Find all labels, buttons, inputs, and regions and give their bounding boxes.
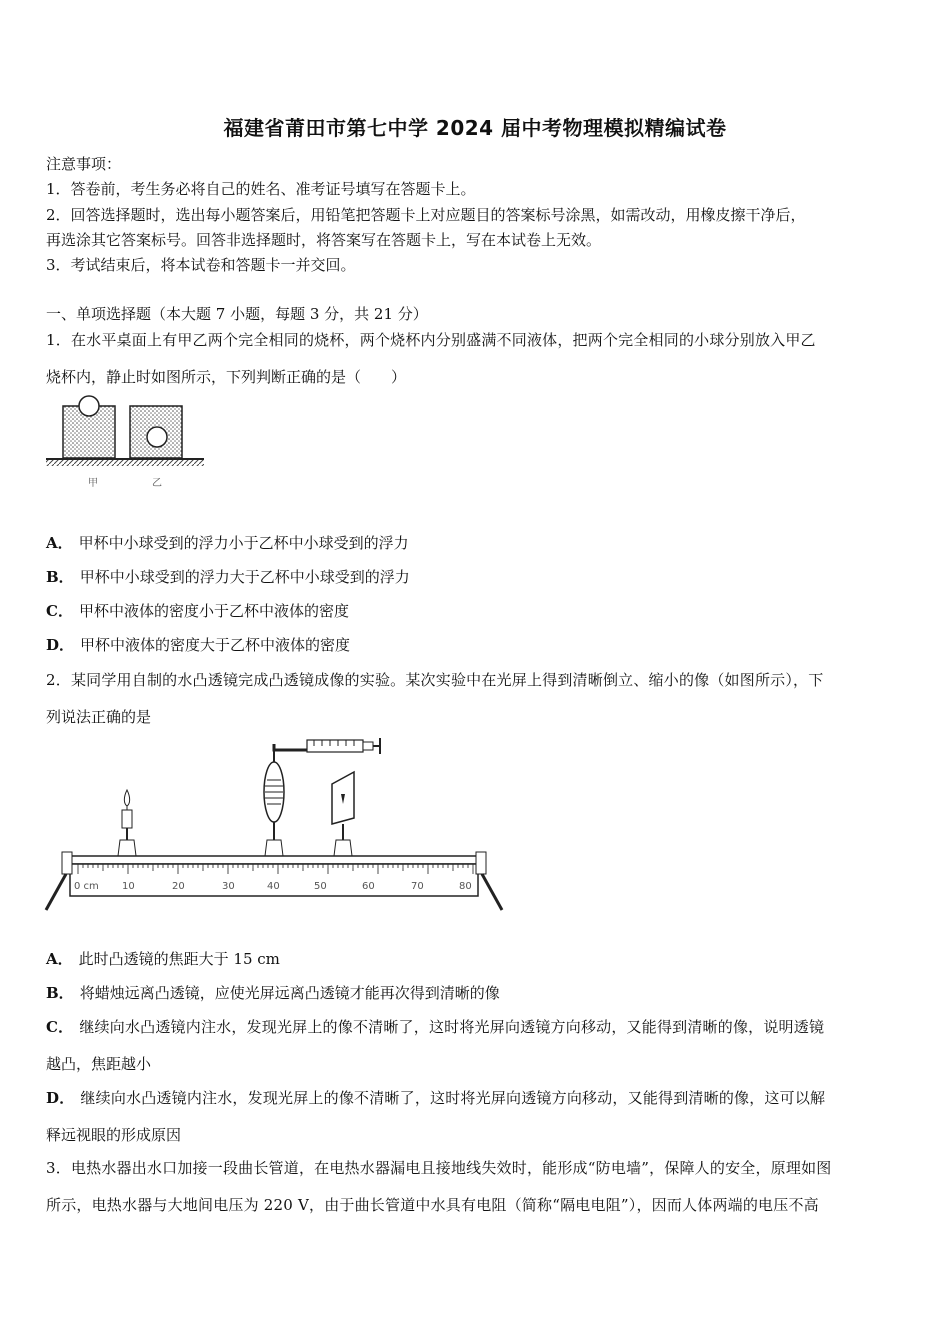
q2-option-b-letter: B． xyxy=(46,984,74,1002)
q1-option-a: 甲杯中小球受到的浮力小于乙杯中小球受到的浮力 xyxy=(78,534,409,552)
q2-stem-line-1: 2．某同学用自制的水凸透镜完成凸透镜成像的实验。某次实验中在光屏上得到清晰倒立、缩小的像（如图所示），下 xyxy=(46,671,824,689)
q2-option-a: 此时凸透镜的焦距大于 15 cm xyxy=(78,950,280,968)
notes-item-2-cont: 再选涂其它答案标号。回答非选择题时，将答案写在答题卡上，写在本试卷上无效。 xyxy=(46,231,602,249)
ruler-label-30: 30 xyxy=(222,881,235,892)
q1-option-b: 甲杯中小球受到的浮力大于乙杯中小球受到的浮力 xyxy=(79,568,410,586)
label-jia: 甲 xyxy=(88,478,98,489)
notes-item-1: 1．答卷前，考生务必将自己的姓名、准考证号填写在答题卡上。 xyxy=(46,180,476,198)
syringe xyxy=(274,738,380,754)
q2-optical-bench-figure xyxy=(42,732,512,917)
q2-option-c: 继续向水凸透镜内注水，发现光屏上的像不清晰了，这时将光屏向透镜方向移动，又能得到清晰的像，说明透镜 xyxy=(79,1018,825,1036)
q2-option-d: 继续向水凸透镜内注水，发现光屏上的像不清晰了，这时将光屏向透镜方向移动，又能得到清晰的像，这可以解 xyxy=(80,1089,826,1107)
q1-stem-line-2: 烧杯内，静止时如图所示，下列判断正确的是（ ） xyxy=(46,368,407,386)
label-yi: 乙 xyxy=(152,478,162,489)
ruler-label-70: 70 xyxy=(411,881,424,892)
q1-option-b-letter: B． xyxy=(46,568,74,586)
ball-jia xyxy=(79,396,99,416)
candle xyxy=(118,790,136,856)
beaker-jia xyxy=(63,396,115,458)
light-screen xyxy=(332,772,354,856)
beaker-yi xyxy=(130,406,182,458)
ball-yi xyxy=(147,427,167,447)
ruler-label-80: 80 xyxy=(459,881,472,892)
q1-option-d: 甲杯中液体的密度大于乙杯中液体的密度 xyxy=(80,636,351,654)
q2-option-d-cont: 释远视眼的形成原因 xyxy=(46,1126,182,1144)
q2-stem-line-2: 列说法正确的是 xyxy=(46,708,152,726)
q1-option-a-letter: A． xyxy=(46,534,73,552)
ruler-label-0: 0 cm xyxy=(74,881,99,892)
notes-item-2: 2．回答选择题时，选出每小题答案后，用铅笔把答题卡上对应题目的答案标号涂黑，如需改动，用橡皮擦干净后， xyxy=(46,206,806,224)
ruler-label-40: 40 xyxy=(267,881,280,892)
q3-stem-line-2: 所示，电热水器与大地间电压为 220 V，由于曲长管道中水具有电阻（简称“隔电电阻”），因而人体两端的电压不高 xyxy=(46,1196,819,1214)
q2-option-c-cont: 越凸，焦距越小 xyxy=(46,1055,152,1073)
ruler-labels xyxy=(74,881,472,892)
q2-option-a-letter: A． xyxy=(46,950,73,968)
section-heading: 一、单项选择题（本大题 7 小题，每题 3 分，共 21 分） xyxy=(46,305,428,323)
notes-heading: 注意事项： xyxy=(46,155,122,173)
notes-item-3: 3．考试结束后，将本试卷和答题卡一并交回。 xyxy=(46,256,356,274)
ruler-label-10: 10 xyxy=(122,881,135,892)
ruler-label-60: 60 xyxy=(362,881,375,892)
q2-option-c-letter: C． xyxy=(46,1018,74,1036)
page-title: 福建省莆田市第七中学 2024 届中考物理模拟精编试卷 xyxy=(223,116,727,140)
q1-beakers-figure xyxy=(44,394,214,494)
q3-stem-line-1: 3．电热水器出水口加接一段曲长管道，在电热水器漏电且接地线失效时，能形成“防电墙”，保障人的安全，原理如图 xyxy=(46,1159,832,1177)
q2-option-d-letter: D． xyxy=(46,1089,75,1107)
q2-option-b: 将蜡烛远离凸透镜，应使光屏远离凸透镜才能再次得到清晰的像 xyxy=(79,984,500,1002)
q1-option-c: 甲杯中液体的密度小于乙杯中液体的密度 xyxy=(78,602,349,620)
ruler-label-20: 20 xyxy=(172,881,185,892)
table-hatch xyxy=(46,460,204,466)
q1-option-c-letter: C． xyxy=(46,602,73,620)
ruler-label-50: 50 xyxy=(314,881,327,892)
q1-option-d-letter: D． xyxy=(46,636,75,654)
water-lens xyxy=(264,750,284,856)
q1-stem-line-1: 1．在水平桌面上有甲乙两个完全相同的烧杯，两个烧杯内分别盛满不同液体，把两个完全相同的小球分别放入甲乙 xyxy=(46,331,816,349)
